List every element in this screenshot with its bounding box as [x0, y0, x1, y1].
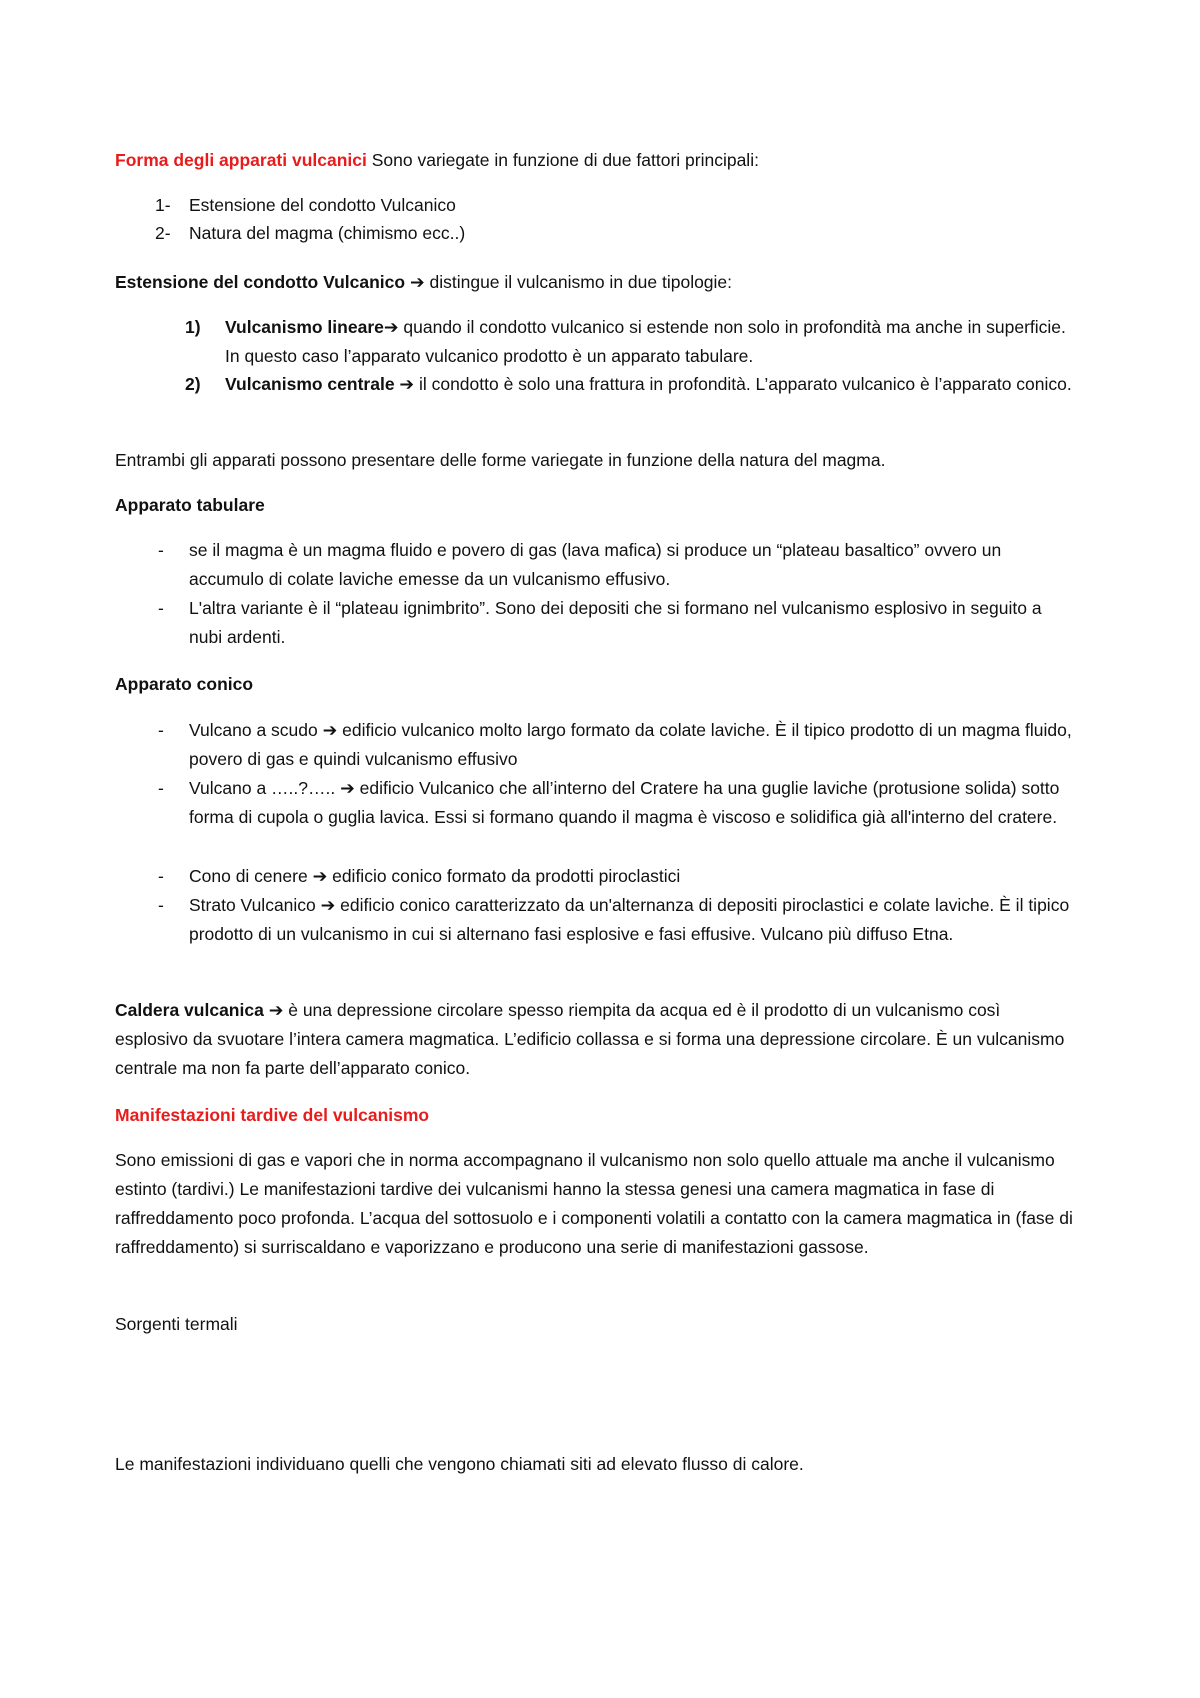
list-marker: 2)	[185, 374, 201, 394]
list-item: se il magma è un magma fluido e povero di gas (lava mafica) si produce un “plateau basaltico” ovvero un accumulo di colate laviche emesse da un vulcanismo effusivo.	[189, 540, 1002, 589]
conclusione-paragraph: Le manifestazioni individuano quelli che vengono chiamati siti ad elevato flusso di calore.	[115, 1454, 804, 1474]
intro-paragraph	[115, 146, 1075, 175]
item-text: quando il condotto vulcanico si estende non solo in profondità ma anche in superficie. In questo caso l’apparato vulcanico prodotto è un apparato tabulare.	[225, 317, 1066, 366]
list-item	[189, 716, 1079, 774]
list-item	[189, 891, 1079, 949]
right-arrow-icon: ➔	[315, 895, 341, 915]
list-item: Natura del magma (chimismo ecc..)	[189, 223, 466, 243]
term-cono-di-cenere: Cono di cenere	[189, 866, 308, 886]
list-item	[225, 313, 1075, 371]
item-text: il condotto è solo una frattura in profondità. L’apparato vulcanico è l’apparato conico.	[418, 374, 1072, 394]
right-arrow-icon: ➔	[335, 778, 360, 798]
list-marker: -	[158, 540, 164, 560]
heading-apparato-conico: Apparato conico	[115, 674, 254, 694]
list-marker: -	[158, 866, 164, 886]
tardive-paragraph: Sono emissioni di gas e vapori che in norma accompagnano il vulcanismo non solo quello attuale ma anche il vulcanismo estinto (tardivi.) Le manifestazioni tardive dei vulcanismi hanno la stessa genesi una camera magmatica in fase di raffreddamento poco profonda. L’acqua del sottosuolo e i componenti volatili a contatto con la camera magmatica in (fase di raffreddamento) si surriscaldano e vaporizzano e producono una serie di manifestazioni gassose.	[115, 1150, 1073, 1257]
right-arrow-icon: ➔	[317, 720, 343, 740]
list-item: L'altra variante è il “plateau ignimbrito”. Sono dei depositi che si formano nel vulcanismo esplosivo in seguito a nubi ardenti.	[189, 598, 1042, 647]
list-marker: -	[158, 778, 164, 798]
list-item	[189, 774, 1079, 832]
list-marker: 2-	[155, 223, 171, 243]
list-marker: 1-	[155, 195, 171, 215]
heading-manifestazioni-tardive: Manifestazioni tardive del vulcanismo	[115, 1105, 430, 1125]
item-text: edificio vulcanico molto largo formato da colate laviche. È il tipico prodotto di un magma fluido, povero di gas e quindi vulcanismo effusivo	[189, 720, 1072, 769]
list-marker: 1)	[185, 317, 201, 337]
list-marker: -	[158, 895, 164, 915]
estensione-paragraph	[115, 268, 1075, 297]
right-arrow-icon: ➔	[263, 1000, 289, 1020]
caldera-paragraph	[115, 996, 1075, 1083]
item-text: edificio conico formato da prodotti piroclastici	[332, 866, 681, 886]
caldera-text: è una depressione circolare spesso riempita da acqua ed è il prodotto di un vulcanismo così esplosivo da svuotare l’intera camera magmatica. L’edificio collassa e si forma una depressione circolare. È un vulcanismo centrale ma non fa parte dell’apparato conico.	[115, 1000, 1065, 1078]
item-text: edificio conico caratterizzato da un'alternanza di depositi piroclastici e colate laviche. È il tipico prodotto di un vulcanismo in cui si alternano fasi esplosive e fasi effusive. Vulcano più diffuso Etna.	[189, 895, 1070, 944]
heading-forma-apparati: Forma degli apparati vulcanici	[115, 150, 367, 170]
estensione-text: distingue il vulcanismo in due tipologie:	[429, 272, 733, 292]
list-marker: -	[158, 598, 164, 618]
intro-text: Sono variegate in funzione di due fattori principali:	[366, 150, 759, 170]
heading-apparato-tabulare: Apparato tabulare	[115, 495, 265, 515]
term-vulcanismo-lineare: Vulcanismo lineare	[225, 317, 384, 337]
right-arrow-icon: ➔	[383, 317, 399, 337]
right-arrow-icon: ➔	[307, 866, 333, 886]
term-strato-vulcanico: Strato Vulcanico	[189, 895, 316, 915]
list-item	[189, 862, 1079, 891]
term-vulcano-a-scudo: Vulcano a scudo	[189, 720, 318, 740]
term-caldera-vulcanica: Caldera vulcanica	[115, 1000, 264, 1020]
list-item: Estensione del condotto Vulcanico	[189, 195, 456, 215]
term-vulcanismo-centrale: Vulcanismo centrale	[225, 374, 395, 394]
term-vulcano-a: Vulcano a …..?…..	[189, 778, 336, 798]
entrambi-paragraph: Entrambi gli apparati possono presentare delle forme variegate in funzione della natura del magma.	[115, 450, 886, 470]
list-marker: -	[158, 720, 164, 740]
right-arrow-icon: ➔	[405, 272, 430, 292]
list-item	[225, 370, 1075, 399]
heading-estensione: Estensione del condotto Vulcanico	[115, 272, 406, 292]
right-arrow-icon: ➔	[394, 374, 419, 394]
sorgenti-termali: Sorgenti termali	[115, 1314, 238, 1334]
item-text: edificio Vulcanico che all’interno del Cratere ha una guglie laviche (protusione solida) sotto forma di cupola o guglia lavica. Essi si formano quando il magma è viscoso e solidifica già all'interno del cratere.	[189, 778, 1060, 827]
